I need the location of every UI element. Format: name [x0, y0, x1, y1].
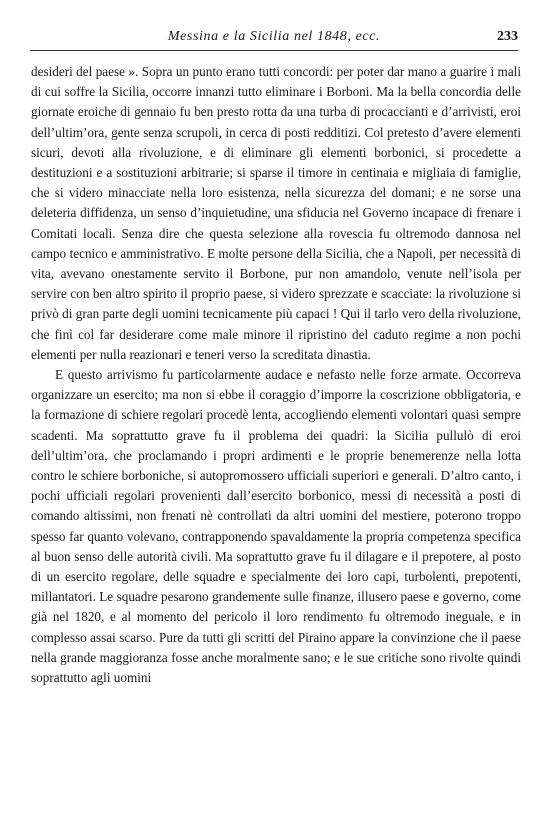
running-title: Messina e la Sicilia nel 1848, ecc. [167, 29, 381, 44]
paragraph: E questo arrivismo fu particolarmente audace e nefasto nelle forze armate. Occorreva organizzare un esercito; ma non si ebbe il coraggio d’imporre la coscrizione obbligatoria, e la formazione di schiere regolari procedè lenta, accogliendo elementi volontari quasi sempre scadenti. Ma soprattutto grave fu il problema dei quadri: la Sicilia pullulò di eroi dell’ultim’ora, che proclamando i propri ardimenti e le proprie benemerenze nella lotta contro le schiere borboniche, si autopromossero ufficiali superiori e generali. D’altro canto, i pochi ufficiali regolari provenienti dall’esercito borbonico, messi di necessità a posti di comando altissimi, non frenati nè controllati da altri uomini del mestiere, poterono troppo spesso far quanto volevano, contrapponendo spavaldamente la propria competenza specifica al buon senso delle autorità civili. Ma soprattutto grave fu il dilagare e il prepotere, al posto di un esercito regolare, delle squadre e specialmente dei loro capi, turbolenti, prepotenti, millantatori. Le squadre pesarono grandemente sulle finanze, illusero paese e governo, come già nel 1820, e al momento del pericolo il loro rendimento fu oltremodo ineguale, e in complesso assai scarso. Pure da tutti gli scritti del Piraino appare la convinzione che il paese nella grande maggioranza fosse anche moralmente sano; e le sue critiche sono rivolte quindi soprattutto agli uomini [31, 367, 521, 686]
body-text [31, 62, 521, 688]
paragraph-continued: desideri del paese ». Sopra un punto erano tutti concordi: per poter dar mano a guarire i mali di cui soffre la Sicilia, occorre innanzi tutto eliminare i Borboni. Ma la bella concordia delle giornate eroiche di gennaio fu ben presto rotta da una turba di procaccianti e d’arrivisti, eroi dell’ultim’ora, gente senza scrupoli, in cerca di posti redditizi. Col pretesto d’avere elementi sicuri, devoti alla rivoluzione, e di eliminare gli elementi borbonici, si procedette a destituzioni e a sostituzioni arbitrarie; si sparse il timore in centinaia e migliaia di famiglie, che si videro minacciate nella loro esistenza, nella sicurezza del domani; e ne sorse una deleteria diffidenza, un senso d’inquietudine, una sfiducia nel Governo incapace di frenare i Comitati locali. Senza dire che questa selezione alla rovescia fu oltremodo dannosa nel campo tecnico e amministrativo. E molte persone della Sicilia, che a Napoli, per necessità di vita, avevano onestamente servito il Borbone, pur non amandolo, venute nell’isola per servire con ben altro spirito il proprio paese, si videro sprezzate e scacciate: la rivoluzione si privò di gran parte degli uomini tecnicamente più capaci ! Qui il tarlo vero della rivoluzione, che finì col far desiderare come male minore il ripristino del caduto regime a non pochi elementi per nulla reazionari e teneri verso la screditata dinastia. [31, 64, 521, 362]
page-number: 233 [497, 29, 518, 44]
page-header [30, 20, 518, 51]
